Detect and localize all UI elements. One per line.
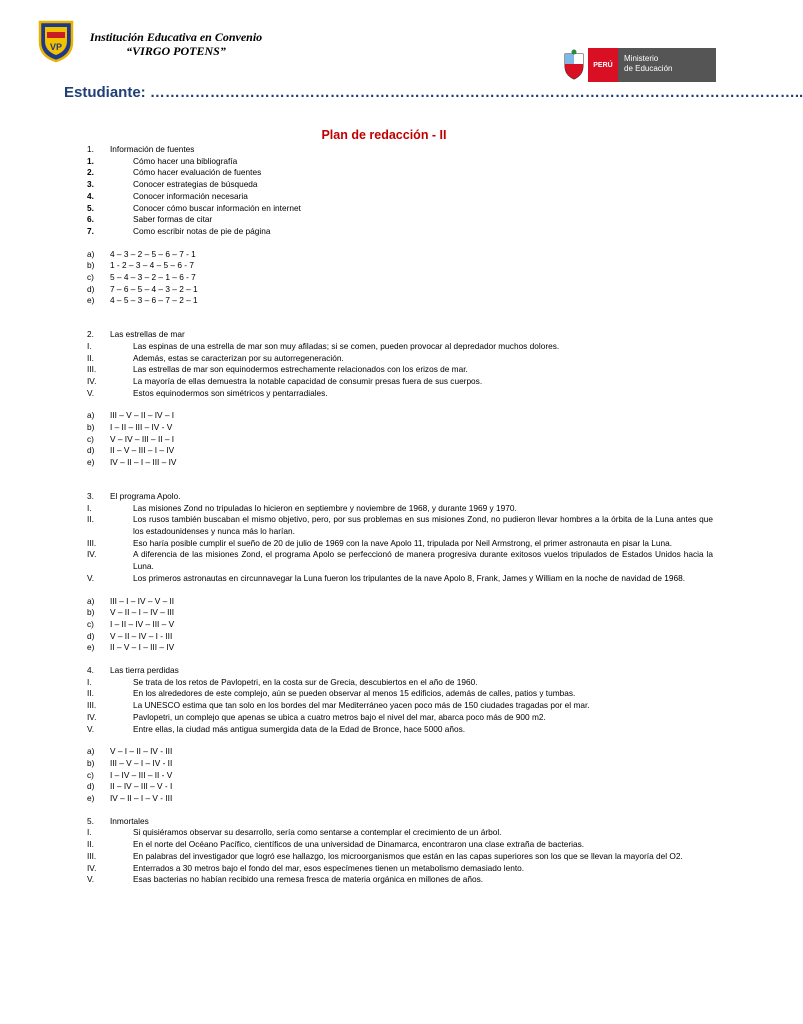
option-label: e): [87, 642, 95, 653]
section-number: 1.: [87, 144, 94, 154]
statement-label: 7.: [87, 225, 94, 236]
statement-row: [87, 353, 713, 365]
section-number: 4.: [87, 665, 94, 676]
statement-row: [87, 688, 713, 700]
option-text: V – I – II – IV - III: [110, 746, 173, 757]
statement-label: 1.: [87, 155, 94, 166]
option-label: c): [87, 272, 94, 283]
answer-option: [87, 434, 713, 446]
statement-row: [87, 549, 713, 572]
section-title: El programa Apolo.: [110, 490, 181, 501]
answer-option: [87, 781, 713, 793]
statement-row: [87, 724, 713, 736]
statement-row: [87, 341, 713, 353]
statement-text: Cómo hacer una bibliografía: [133, 155, 238, 166]
answer-option: [87, 260, 713, 272]
statement-row: [87, 226, 713, 238]
statement-row: [87, 712, 713, 724]
option-text: III – I – IV – V – II: [110, 595, 175, 606]
option-text: 4 – 3 – 2 – 5 – 6 – 7 - 1: [110, 248, 196, 259]
option-label: c): [87, 769, 94, 780]
option-text: V – IV – III – II – I: [110, 433, 175, 444]
statement-row: [87, 364, 713, 376]
statement-label: II.: [87, 514, 94, 525]
option-text: II – IV – III – V - I: [110, 781, 173, 792]
option-label: d): [87, 283, 95, 294]
statement-row: [87, 677, 713, 689]
option-text: 7 – 6 – 5 – 4 – 3 – 2 – 1: [110, 283, 198, 294]
statement-label: I.: [87, 340, 92, 351]
section-heading: [87, 329, 713, 341]
option-label: a): [87, 595, 95, 606]
statement-text: Las estrellas de mar son equinodermos estrechamente relacionados con los erizos de mar.: [133, 364, 468, 375]
option-text: I – II – III – IV - V: [110, 422, 173, 433]
statement-label: II.: [87, 839, 94, 850]
option-label: e): [87, 295, 95, 306]
section-title: Información de fuentes: [110, 144, 195, 154]
peru-coat-of-arms-icon: [560, 48, 588, 82]
option-label: d): [87, 781, 95, 792]
option-text: IV – II – I – III – IV: [110, 457, 177, 468]
logo-text: VP: [49, 42, 63, 52]
section-heading: [87, 144, 713, 156]
statement-text: Entre ellas, la ciudad más antigua sumergida data de la Edad de Bronce, hace 5000 años.: [133, 723, 466, 734]
option-label: e): [87, 457, 95, 468]
answer-option: [87, 619, 713, 631]
option-label: c): [87, 433, 94, 444]
statement-label: IV.: [87, 549, 97, 560]
statement-text: Las misiones Zond no tripuladas lo hicieron en septiembre y noviembre de 1968, y durante 1969 y 1970.: [133, 502, 517, 513]
statement-text: Conocer estrategias de búsqueda: [133, 179, 258, 190]
option-label: b): [87, 757, 95, 768]
answer-option: [87, 295, 713, 307]
answer-option: [87, 793, 713, 805]
statement-label: III.: [87, 364, 97, 375]
statement-row: [87, 214, 713, 226]
statement-text: Como escribir notas de pie de página: [133, 225, 271, 236]
statement-text: Los primeros astronautas en circunnavegar la Luna fueron los tripulantes de la nave Apolo 8, Frank, James y William en la noche de navidad de 1968.: [133, 572, 686, 583]
section-number: 2.: [87, 329, 94, 340]
section-number: 3.: [87, 490, 94, 501]
answer-option: [87, 422, 713, 434]
option-label: c): [87, 618, 94, 629]
statement-label: III.: [87, 537, 97, 548]
statement-label: V.: [87, 874, 95, 885]
statement-label: I.: [87, 676, 92, 687]
option-label: a): [87, 746, 95, 757]
statement-label: V.: [87, 723, 95, 734]
statement-text: En palabras del investigador que logró ese hallazgo, los microorganismos que están en las capas superiores son los que se llevan la mayoría del O2.: [133, 850, 683, 861]
option-text: 5 – 4 – 3 – 2 – 1 – 6 - 7: [110, 272, 196, 283]
institution-line2: “VIRGO POTENS”: [126, 44, 226, 58]
statement-label: II.: [87, 352, 94, 363]
section-spacer: [87, 307, 713, 329]
institution-line1: Institución Educativa en Convenio: [89, 30, 263, 44]
answer-option: [87, 758, 713, 770]
section-heading: [87, 491, 713, 503]
statement-label: 2.: [87, 167, 94, 178]
school-logo: [38, 20, 74, 62]
statement-text: En los alrededores de este complejo, aún se pueden observar al menos 15 edificios, además de calles, patios y tumbas.: [133, 688, 576, 699]
statement-text: Esas bacterias no habían recibido una remesa fresca de materia orgánica en millones de años.: [133, 874, 484, 885]
statement-text: Conocer información necesaria: [133, 190, 248, 201]
statement-row: [87, 167, 713, 179]
statement-label: V.: [87, 572, 95, 583]
statement-row: [87, 514, 713, 537]
option-label: d): [87, 445, 95, 456]
answer-option: [87, 410, 713, 422]
statement-row: [87, 203, 713, 215]
statement-row: [87, 851, 713, 863]
option-label: b): [87, 422, 95, 433]
option-text: II – V – I – III – IV: [110, 642, 175, 653]
answer-option: [87, 284, 713, 296]
statement-row: [87, 538, 713, 550]
option-text: V – II – IV – I - III: [110, 630, 173, 641]
option-label: a): [87, 248, 95, 259]
exercise-list: [87, 144, 713, 886]
option-text: II – V – III – I – IV: [110, 445, 175, 456]
option-label: b): [87, 260, 95, 271]
option-text: IV – II – I – V - III: [110, 793, 173, 804]
option-text: 4 – 5 – 3 – 6 – 7 – 2 – 1: [110, 295, 198, 306]
statement-label: 4.: [87, 190, 94, 201]
statement-text: Se trata de los retos de Pavlopetri, en la costa sur de Grecia, descubiertos en el año de 1960.: [133, 676, 478, 687]
answer-option: [87, 249, 713, 261]
section-spacer: [87, 805, 713, 816]
options-spacer: [87, 735, 713, 746]
answer-option: [87, 746, 713, 758]
student-name-field: Estudiante: …………………………………………………………………………………………………………………..: [64, 84, 803, 101]
statement-row: [87, 156, 713, 168]
statement-label: III.: [87, 700, 97, 711]
answer-option: [87, 596, 713, 608]
statement-text: Cómo hacer evaluación de fuentes: [133, 167, 262, 178]
answer-option: [87, 631, 713, 643]
answer-option: [87, 770, 713, 782]
ministry-logo: [560, 48, 716, 82]
section-title: Las tierra perdidas: [110, 665, 179, 676]
statement-text: A diferencia de las misiones Zond, el programa Apolo se perfeccionó de manera progresiva durante exitosos vuelos tripulados de Estados Unidos hacia la Luna.: [133, 549, 713, 572]
statement-text: Eso haría posible cumplir el sueño de 20 de julio de 1969 con la nave Apolo 11, tripulada por Neil Armstrong, el primer astronauta en pisar la Luna.: [133, 537, 673, 548]
statement-text: Estos equinodermos son simétricos y pentarradiales.: [133, 387, 328, 398]
statement-text: Saber formas de citar: [133, 214, 213, 225]
section-heading: [87, 665, 713, 677]
statement-row: [87, 863, 713, 875]
statement-text: Enterrados a 30 metros bajo el fondo del mar, esos especímenes tienen un metabolismo demasiado lento.: [133, 862, 525, 873]
answer-option: [87, 457, 713, 469]
statement-text: Además, estas se caracterizan por su autorregeneración.: [133, 352, 344, 363]
statement-row: [87, 839, 713, 851]
section-spacer: [87, 469, 713, 491]
option-label: b): [87, 607, 95, 618]
statement-label: V.: [87, 387, 95, 398]
statement-text: Si quisiéramos observar su desarrollo, sería como sentarse a contemplar el crecimiento de un árbol.: [133, 827, 502, 838]
statement-text: Las espinas de una estrella de mar son muy afiladas; si se comen, pueden provocar al depredador muchos dolores.: [133, 340, 560, 351]
section-spacer: [87, 654, 713, 665]
statement-row: [87, 874, 713, 886]
answer-option: [87, 607, 713, 619]
statement-label: 3.: [87, 179, 94, 190]
statement-label: 6.: [87, 214, 94, 225]
statement-row: [87, 573, 713, 585]
statement-row: [87, 191, 713, 203]
statement-text: La UNESCO estima que tan solo en los bordes del mar Mediterráneo yacen poco más de 150 ciudades tragadas por el mar.: [133, 700, 590, 711]
section-heading: [87, 816, 713, 828]
options-spacer: [87, 238, 713, 249]
page-title: Plan de redacción - II: [321, 128, 447, 142]
option-label: e): [87, 793, 95, 804]
statement-text: En el norte del Océano Pacífico, científicos de una universidad de Dinamarca, encontraron una clase extraña de bacterias.: [133, 839, 585, 850]
statement-label: I.: [87, 827, 92, 838]
statement-label: III.: [87, 850, 97, 861]
section-number: 5.: [87, 815, 94, 826]
ministry-name: Ministerio de Educación: [618, 48, 716, 82]
section-title: Las estrellas de mar: [110, 329, 185, 340]
option-text: I – II – IV – III – V: [110, 618, 175, 629]
statement-text: Los rusos también buscaban el mismo objetivo, pero, por sus problemas en sus misiones Zond, no pudieron llevar hombres a la órbita de la Luna antes que los estadounidenses y nunca más lo harían.: [133, 514, 713, 536]
statement-row: [87, 503, 713, 515]
statement-label: IV.: [87, 375, 97, 386]
statement-label: IV.: [87, 862, 97, 873]
statement-row: [87, 376, 713, 388]
answer-option: [87, 642, 713, 654]
peru-label: PERÚ: [588, 48, 618, 82]
option-label: d): [87, 630, 95, 641]
options-spacer: [87, 585, 713, 596]
statement-label: IV.: [87, 711, 97, 722]
answer-option: [87, 445, 713, 457]
statement-label: 5.: [87, 202, 94, 213]
statement-label: I.: [87, 502, 92, 513]
statement-text: La mayoría de ellas demuestra la notable capacidad de consumir presas fuera de sus cuerpos.: [133, 375, 483, 386]
option-text: III – V – II – IV – I: [110, 410, 175, 421]
option-text: V – II – I – IV – III: [110, 607, 175, 618]
option-text: III – V – I – IV - II: [110, 757, 173, 768]
statement-text: Pavlopetri, un complejo que apenas se ubica a cuatro metros bajo el nivel del mar, abarca poco más de 900 m2.: [133, 711, 546, 722]
statement-row: [87, 388, 713, 400]
option-text: 1 - 2 – 3 – 4 – 5 – 6 - 7: [110, 260, 194, 271]
answer-option: [87, 272, 713, 284]
statement-row: [87, 827, 713, 839]
statement-row: [87, 179, 713, 191]
option-label: a): [87, 410, 95, 421]
section-title: Inmortales: [110, 815, 149, 826]
institution-name: [76, 30, 276, 58]
statement-text: Conocer cómo buscar información en internet: [133, 202, 301, 213]
statement-row: [87, 700, 713, 712]
option-text: I – IV – III – II - V: [110, 769, 173, 780]
options-spacer: [87, 399, 713, 410]
statement-label: II.: [87, 688, 94, 699]
